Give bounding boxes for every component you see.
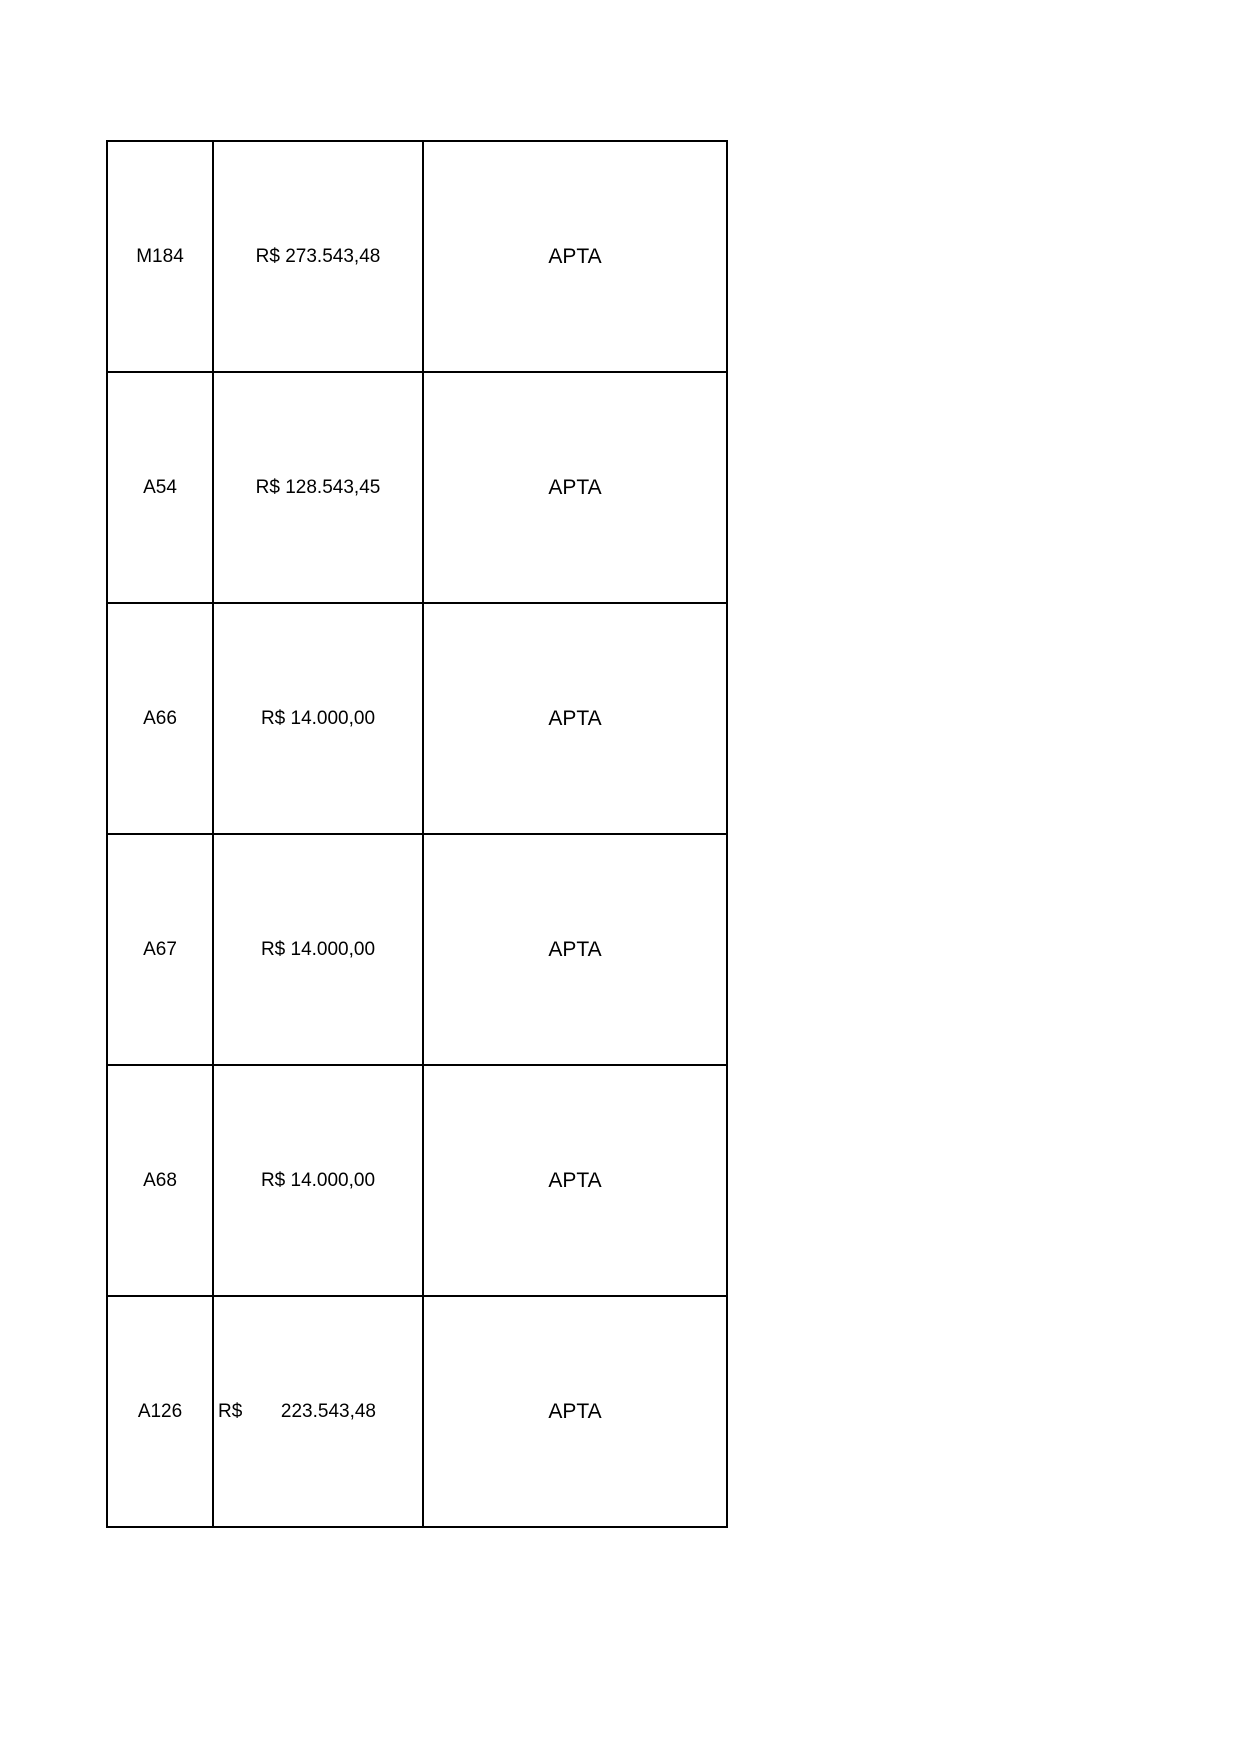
table-row <box>107 603 727 834</box>
amount-text: 273.543,48 <box>285 245 381 267</box>
code-text: A66 <box>143 707 177 729</box>
table-row <box>107 834 727 1065</box>
code-text: A126 <box>137 1400 183 1422</box>
code-cell[interactable] <box>107 1065 213 1296</box>
status-text: APTA <box>548 1168 602 1192</box>
value-cell[interactable] <box>213 141 423 372</box>
currency-symbol: R$ <box>260 707 286 729</box>
status-cell[interactable] <box>423 603 727 834</box>
status-cell[interactable] <box>423 1296 727 1527</box>
status-cell[interactable] <box>423 372 727 603</box>
value-cell[interactable] <box>213 1296 423 1527</box>
currency-symbol: R$ <box>260 938 286 960</box>
code-text: A68 <box>143 1169 177 1191</box>
value-cell[interactable] <box>213 372 423 603</box>
amount-text: 223.543,48 <box>280 1400 376 1422</box>
table-row <box>107 1065 727 1296</box>
amount-text: 128.543,45 <box>285 476 381 498</box>
code-cell[interactable] <box>107 834 213 1065</box>
code-cell[interactable] <box>107 141 213 372</box>
code-cell[interactable] <box>107 1296 213 1527</box>
table-row <box>107 372 727 603</box>
status-text: APTA <box>548 937 602 961</box>
status-text: APTA <box>548 1399 602 1423</box>
currency-symbol: R$ <box>255 245 280 267</box>
status-cell[interactable] <box>423 1065 727 1296</box>
value-cell[interactable] <box>213 1065 423 1296</box>
code-text: M184 <box>136 245 184 267</box>
currency-symbol: R$ <box>255 476 280 498</box>
currency-symbol: R$ <box>260 1169 286 1191</box>
status-text: APTA <box>548 706 602 730</box>
amount-text: 14.000,00 <box>290 707 376 729</box>
table-row <box>107 1296 727 1527</box>
value-cell[interactable] <box>213 834 423 1065</box>
status-text: APTA <box>548 244 602 268</box>
spreadsheet-table <box>106 140 728 1528</box>
code-cell[interactable] <box>107 372 213 603</box>
code-text: A67 <box>143 938 177 960</box>
amount-text: 14.000,00 <box>290 1169 376 1191</box>
code-text: A54 <box>143 476 177 498</box>
currency-symbol: R$ <box>218 1400 243 1422</box>
status-cell[interactable] <box>423 141 727 372</box>
code-cell[interactable] <box>107 603 213 834</box>
status-cell[interactable] <box>423 834 727 1065</box>
value-cell[interactable] <box>213 603 423 834</box>
status-text: APTA <box>548 475 602 499</box>
table-row <box>107 141 727 372</box>
amount-text: 14.000,00 <box>290 938 376 960</box>
